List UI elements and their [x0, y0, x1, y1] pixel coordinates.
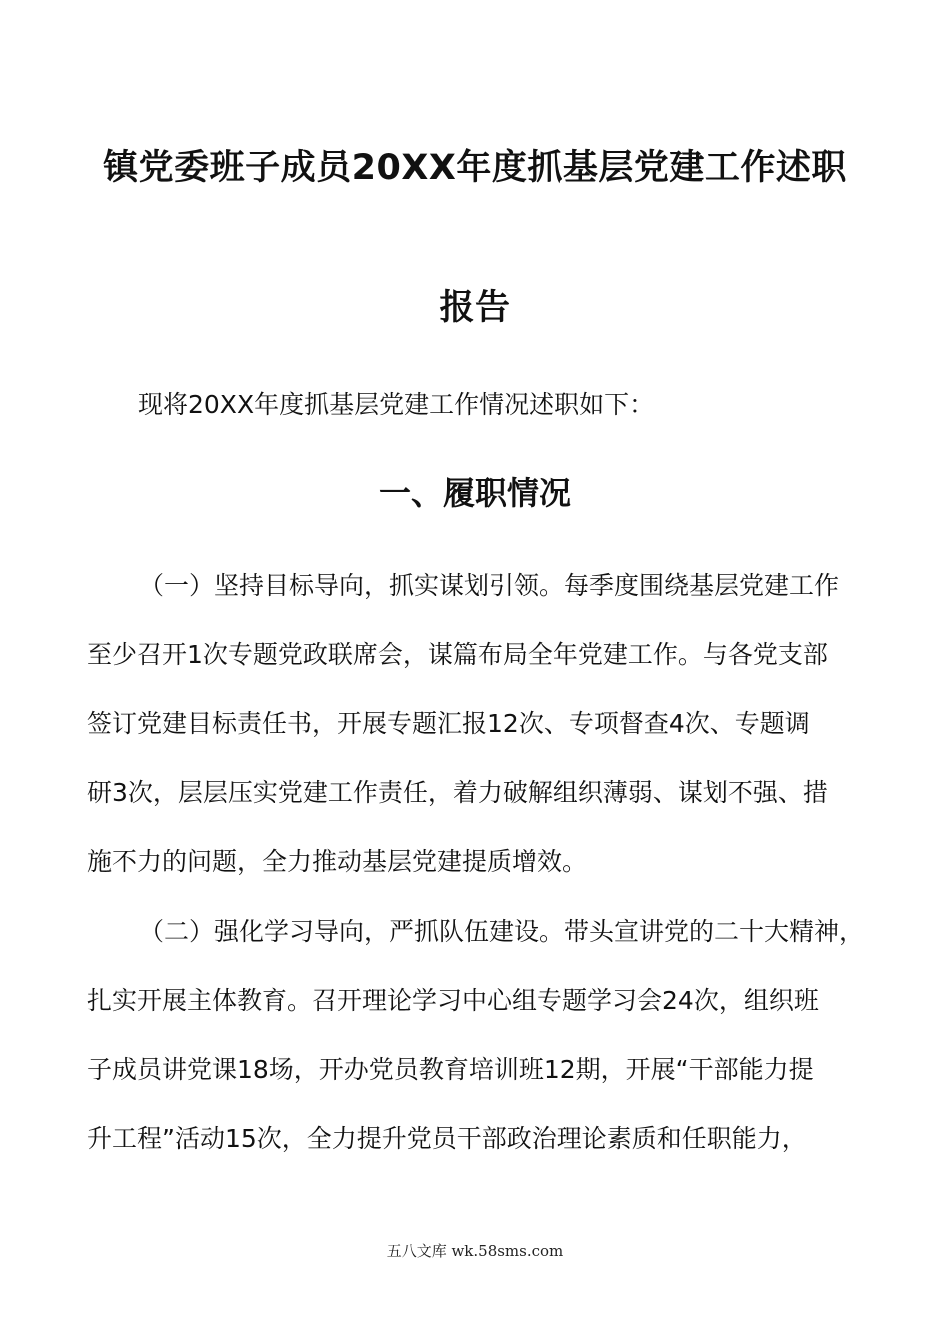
- paragraph-1: [87, 567, 877, 912]
- intro-text: 现将20XX年度抓基层党建工作情况述职如下：: [138, 390, 655, 419]
- paragraph-line: 研3次，层层压实党建工作责任，着力破解组织薄弱、谋划不强、措: [87, 778, 828, 807]
- paragraph-line: （一）坚持目标导向，抓实谋划引领。每季度围绕基层党建工作: [139, 571, 840, 600]
- paragraph-line: （二）强化学习导向，严抓队伍建设。带头宣讲党的二十大精神，: [139, 917, 865, 946]
- footer-watermark: 五八文库 wk.58sms.com: [386, 1242, 564, 1260]
- paragraph-line: 至少召开1次专题党政联席会，谋篇布局全年党建工作。与各党支部: [87, 640, 828, 669]
- paragraph-line: 扎实开展主体教育。召开理论学习中心组专题学习会24次，组织班: [87, 986, 819, 1015]
- section-heading: 一、履职情况: [378, 474, 571, 512]
- document-title-line-1: 镇党委班子成员20XX年度抓基层党建工作述职: [103, 148, 847, 188]
- paragraph-line: 签订党建目标责任书，开展专题汇报12次、专项督查4次、专题调: [87, 709, 810, 738]
- paragraph-2: [87, 913, 877, 1189]
- document-title-line-2: 报告: [439, 288, 511, 328]
- paragraph-line: 子成员讲党课18场，开办党员教育培训班12期，开展“干部能力提: [87, 1055, 814, 1084]
- paragraph-line: 施不力的问题，全力推动基层党建提质增效。: [87, 847, 588, 876]
- paragraph-line: 升工程”活动15次，全力提升党员干部政治理论素质和任职能力，: [87, 1124, 807, 1153]
